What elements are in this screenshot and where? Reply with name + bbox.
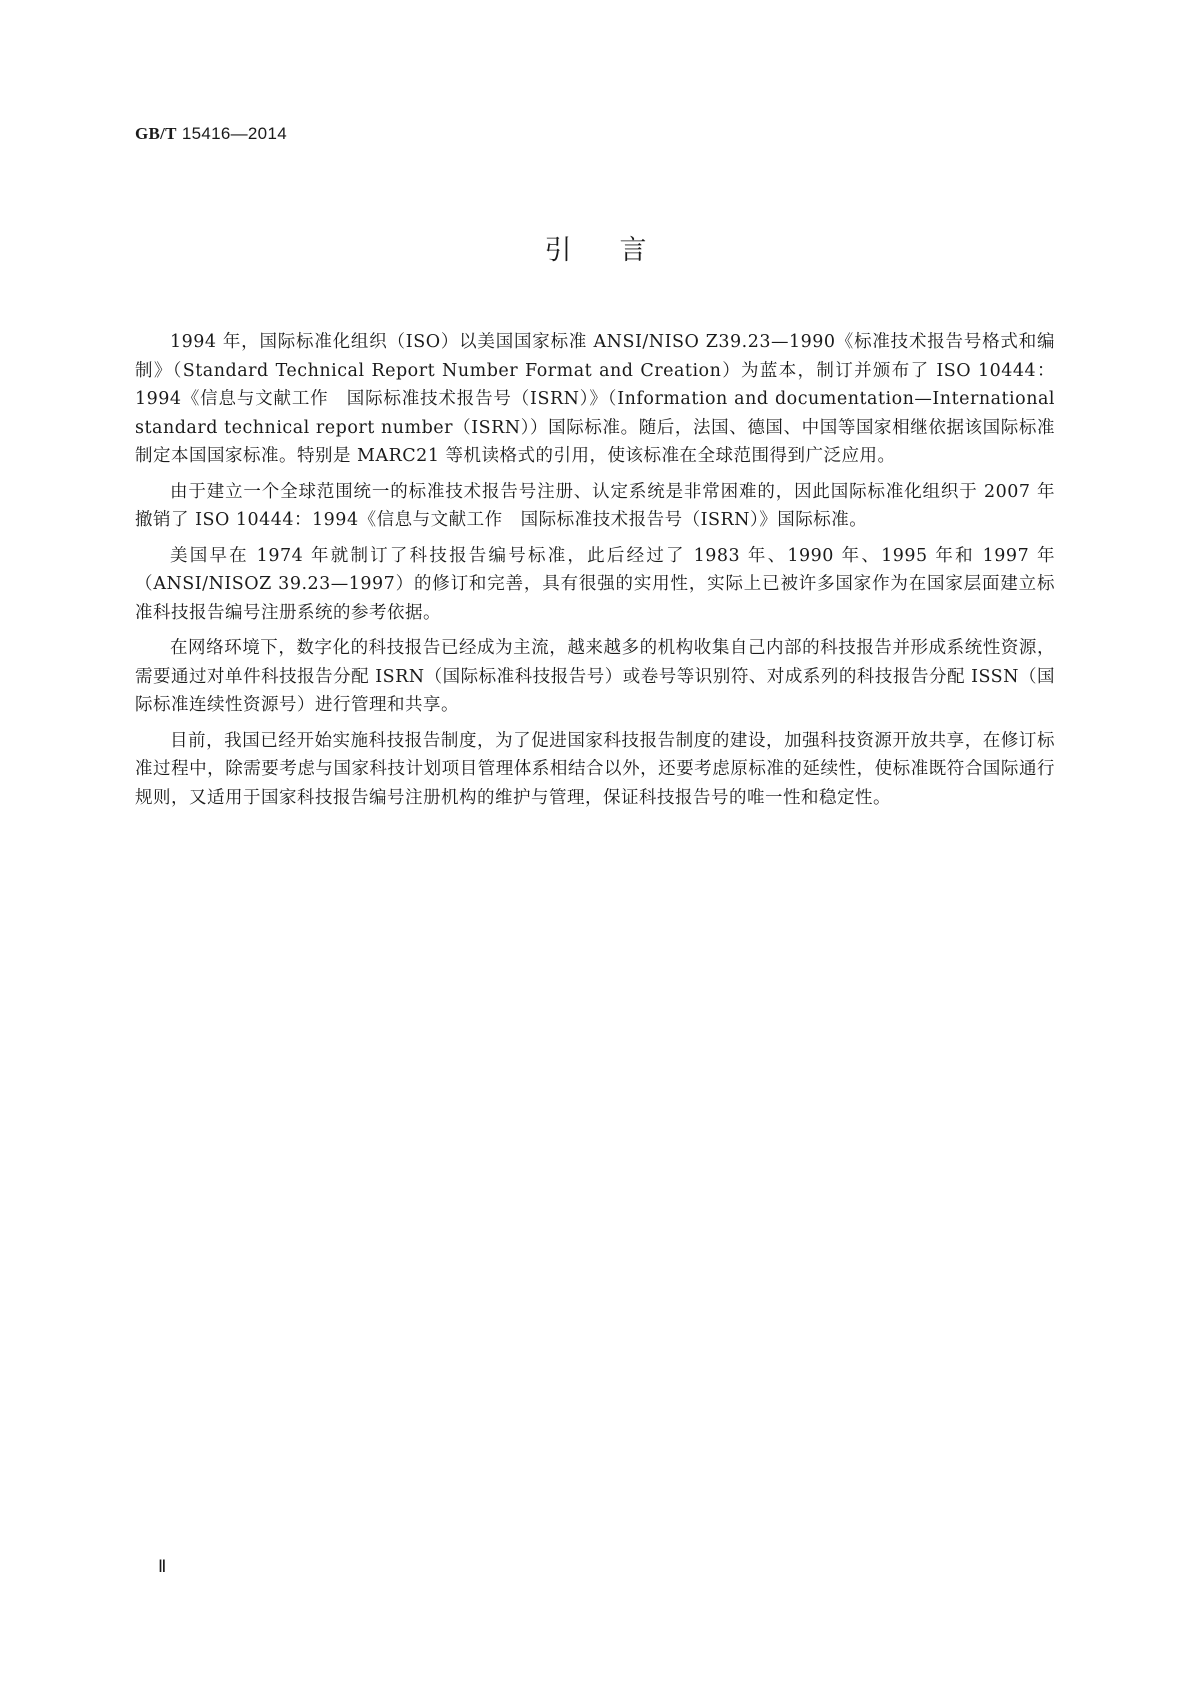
document-code-number: 15416—2014 bbox=[181, 124, 287, 143]
page-title: 引言 bbox=[544, 235, 695, 266]
document-code-prefix: GB/T bbox=[135, 124, 177, 143]
paragraph-3: 美国早在 1974 年就制订了科技报告编号标准，此后经过了 1983 年、1990 年、1995 年和 1997 年（ANSI/NISOZ 39.23—1997）的修订和完善，具有很强的实用性，实际上已被许多国家作为在国家层面建立标准科技报告编号注册系统的参考依据。 bbox=[135, 545, 1055, 623]
body-text bbox=[135, 328, 1055, 819]
document-code bbox=[135, 124, 287, 144]
paragraph-4: 在网络环境下，数字化的科技报告已经成为主流，越来越多的机构收集自己内部的科技报告并形成系统性资源，需要通过对单件科技报告分配 ISRN（国际标准科技报告号）或卷号等识别符、对成系列的科技报告分配 ISSN（国际标准连续性资源号）进行管理和共享。 bbox=[135, 638, 1055, 715]
paragraph-5: 目前，我国已经开始实施科技报告制度，为了促进国家科技报告制度的建设，加强科技资源开放共享，在修订标准过程中，除需要考虑与国家科技计划项目管理体系相结合以外，还要考虑原标准的延续性，使标准既符合国际通行规则，又适用于国家科技报告编号注册机构的维护与管理，保证科技报告号的唯一性和稳定性。 bbox=[135, 730, 1055, 808]
paragraph-2: 由于建立一个全球范围统一的标准技术报告号注册、认定系统是非常困难的，因此国际标准化组织于 2007 年撤销了 ISO 10444：1994《信息与文献工作 国际标准技术报告号（ISRN）》国际标准。 bbox=[135, 481, 1055, 530]
page-number: Ⅱ bbox=[158, 1557, 167, 1576]
paragraph-1: 1994 年，国际标准化组织（ISO）以美国国家标准 ANSI/NISO Z39.23—1990《标准技术报告号格式和编制》（Standard Technical Report Number Format and Creation）为蓝本，制订并颁布了 ISO 10444：1994《信息与文献工作 国际标准技术报告号（ISRN）》（Information and documentation—International standard technical report number（ISRN））国际标准。随后，法国、德国、中国等国家相继依据该国际标准制定本国国家标准。特别是 MARC21 等机读格式的引用，使该标准在全球范围得到广泛应用。 bbox=[135, 332, 1055, 466]
